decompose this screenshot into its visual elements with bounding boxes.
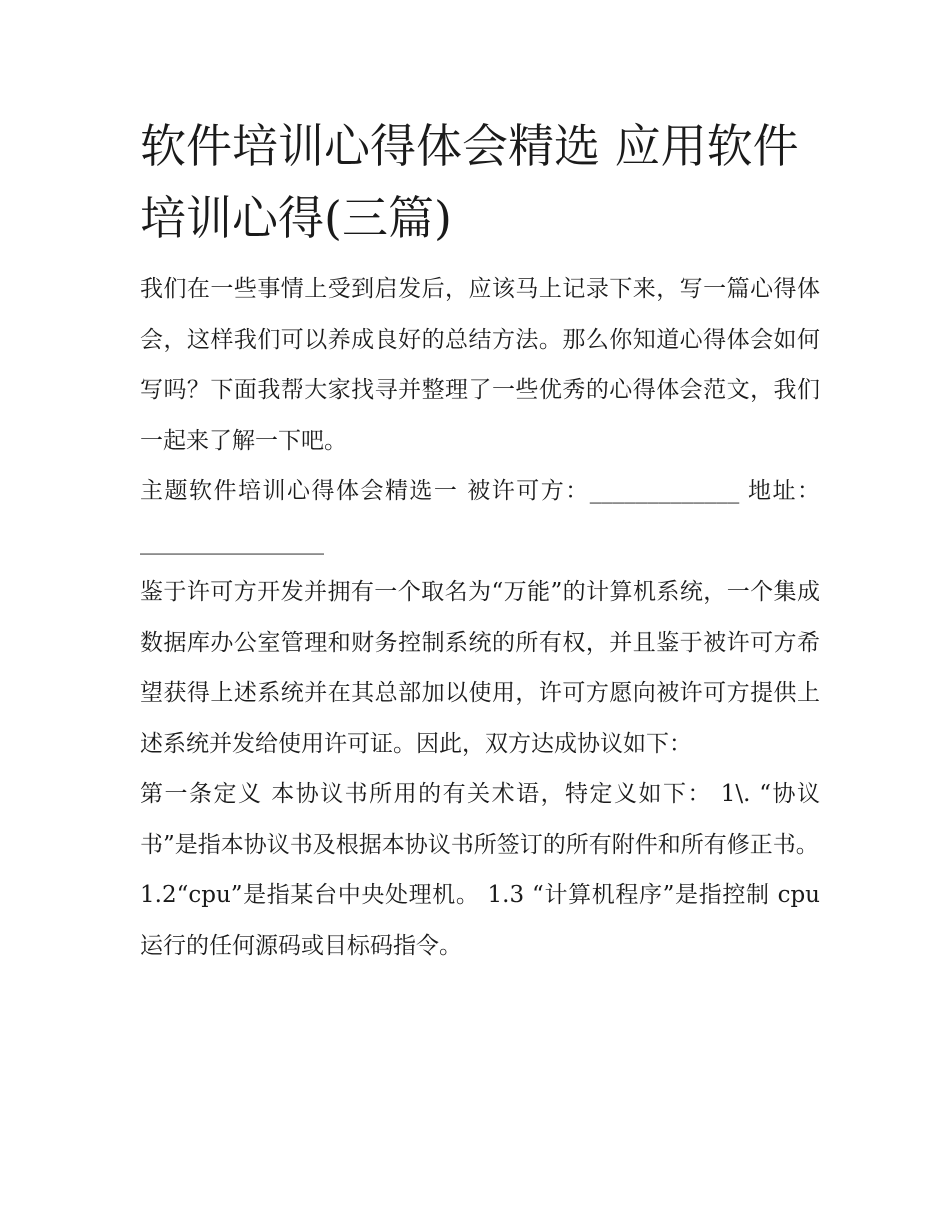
paragraph-article-one: 第一条定义 本协议书所用的有关术语，特定义如下： 1\. “协议书”是指本协议书及根据本协议书所签订的所有附件和所有修正书。 <box>140 781 820 858</box>
document-page <box>140 110 820 971</box>
paragraph-recitals: 鉴于许可方开发并拥有一个取名为“万能”的计算机系统，一个集成数据库办公室管理和财务控制系统的所有权，并且鉴于被许可方希望获得上述系统并在其总部加以使用，许可方愿向被许可方提供上述系统并发给使用许可证。因此，双方达成协议如下： <box>140 579 820 757</box>
paragraph-intro: 我们在一些事情上受到启发后，应该马上记录下来，写一篇心得体会，这样我们可以养成良好的总结方法。那么你知道心得体会如何写吗？下面我帮大家找寻并整理了一些优秀的心得体会范文，我们一起来了解一下吧。 <box>140 276 820 454</box>
paragraph-licensee: 主题软件培训心得体会精选一 被许可方：_____________ 地址：________________ <box>140 478 820 555</box>
paragraph-definitions: 1.2“cpu”是指某台中央处理机。 1.3 “计算机程序”是指控制 cpu 运行的任何源码或目标码指令。 <box>140 882 820 959</box>
document-title: 软件培训心得体会精选 应用软件培训心得(三篇) <box>140 119 799 245</box>
